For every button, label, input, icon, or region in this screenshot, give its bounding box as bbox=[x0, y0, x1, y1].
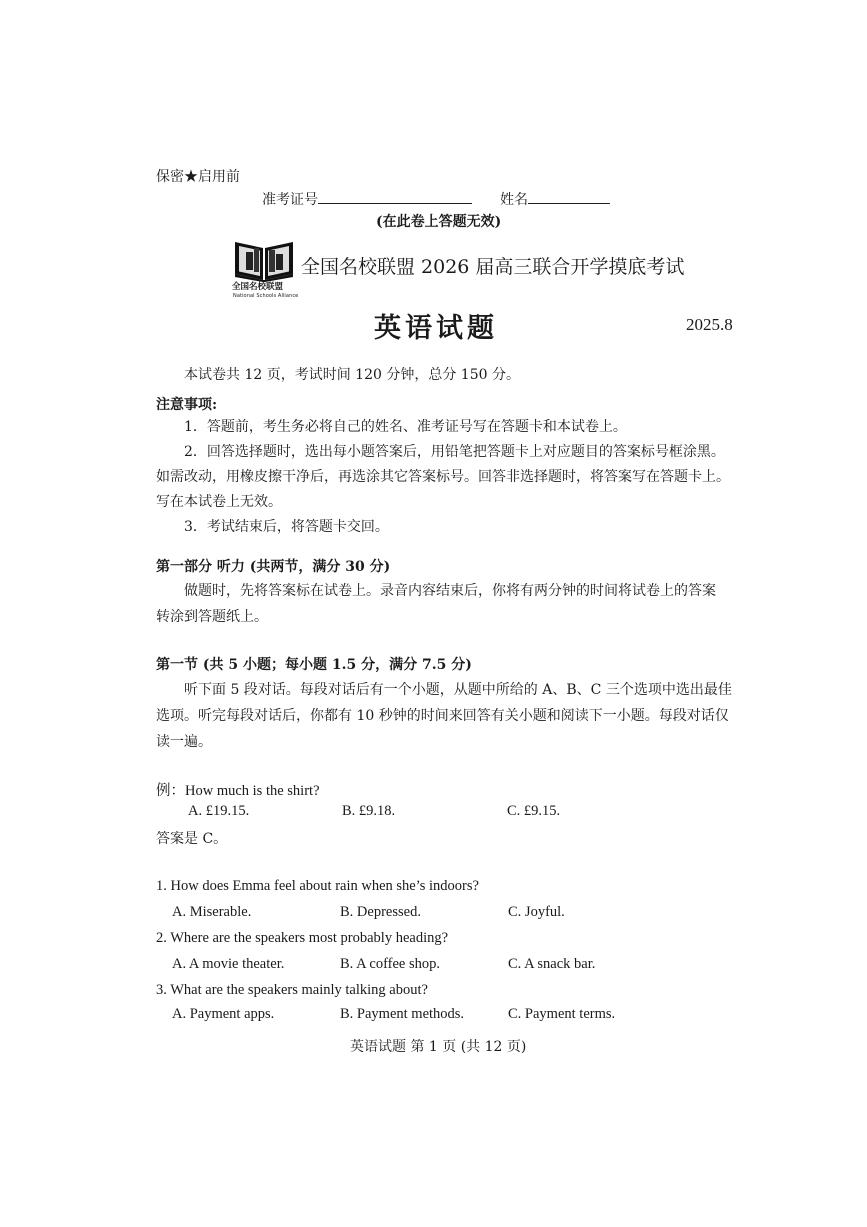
question-2: 2. Where are the speakers most probably heading? bbox=[156, 930, 449, 946]
logo-caption-cn: 全国名校联盟 bbox=[232, 282, 284, 292]
page-footer: 英语试题 第 1 页 (共 12 页) bbox=[350, 1039, 527, 1055]
note-item-2-cont: 如需改动，用橡皮擦干净后，再选涂其它答案标号。回答非选择题时，将答案写在答题卡上。 bbox=[156, 469, 730, 485]
invalid-note: (在此卷上答题无效) bbox=[376, 214, 502, 230]
question-3-option-a: A. Payment apps. bbox=[172, 1006, 275, 1022]
part1-heading: 第一部分 听力 (共两节，满分 30 分) bbox=[156, 559, 391, 575]
exam-id-blank bbox=[318, 189, 472, 204]
section1-heading: 第一节 (共 5 小题；每小题 1.5 分，满分 7.5 分) bbox=[156, 657, 472, 673]
note-item-2-end: 写在本试卷上无效。 bbox=[156, 494, 282, 510]
name-blank bbox=[528, 189, 610, 204]
confidential-label: 保密★启用前 bbox=[156, 169, 240, 185]
example-option-b: B. £9.18. bbox=[342, 803, 396, 819]
section1-instructions: 听下面 5 段对话。每段对话后有一个小题，从题中所给的 A、B、C 三个选项中选出最佳 bbox=[184, 682, 732, 698]
intro-text: 本试卷共 12 页，考试时间 120 分钟，总分 150 分。 bbox=[184, 367, 520, 383]
question-1-option-c: C. Joyful. bbox=[508, 904, 565, 920]
question-2-option-a: A. A movie theater. bbox=[172, 956, 285, 972]
book-icon bbox=[233, 236, 295, 282]
example-option-a: A. £19.15. bbox=[188, 803, 250, 819]
question-3: 3. What are the speakers mainly talking about? bbox=[156, 982, 428, 998]
part1-instructions: 做题时，先将答案标在试卷上。录音内容结束后，你将有两分钟的时间将试卷上的答案 bbox=[184, 583, 716, 599]
page-title: 英语试题 bbox=[374, 313, 498, 344]
section1-instructions-end: 读一遍。 bbox=[156, 734, 212, 750]
note-item-2: 2．回答选择题时，选出每小题答案后，用铅笔把答题卡上对应题目的答案标号框涂黑。 bbox=[184, 444, 725, 460]
note-item-3: 3．考试结束后，将答题卡交回。 bbox=[184, 519, 389, 535]
alliance-exam-title: 全国名校联盟 2026 届高三联合开学摸底考试 bbox=[301, 256, 685, 278]
question-1: 1. How does Emma feel about rain when she’s indoors? bbox=[156, 878, 479, 894]
logo-caption-en: National Schools Alliance bbox=[233, 293, 299, 299]
notes-heading: 注意事项: bbox=[156, 397, 218, 413]
exam-id-row bbox=[262, 189, 472, 209]
exam-id-label: 准考证号 bbox=[262, 192, 318, 208]
question-3-option-c: C. Payment terms. bbox=[508, 1006, 616, 1022]
example-option-c: C. £9.15. bbox=[507, 803, 561, 819]
question-3-option-b: B. Payment methods. bbox=[340, 1006, 465, 1022]
question-2-option-c: C. A snack bar. bbox=[508, 956, 596, 972]
example-answer: 答案是 C。 bbox=[156, 831, 228, 847]
section1-instructions-cont: 选项。听完每段对话后，你都有 10 秒钟的时间来回答有关小题和阅读下一小题。每段对话仅 bbox=[156, 708, 729, 724]
name-row bbox=[500, 189, 610, 209]
name-label: 姓名 bbox=[500, 192, 528, 208]
part1-instructions-cont: 转涂到答题纸上。 bbox=[156, 609, 268, 625]
note-item-1: 1．答题前，考生务必将自己的姓名、准考证号写在答题卡和本试卷上。 bbox=[184, 419, 627, 435]
question-1-option-b: B. Depressed. bbox=[340, 904, 421, 920]
example-question: 例：How much is the shirt? bbox=[156, 783, 320, 799]
question-2-option-b: B. A coffee shop. bbox=[340, 956, 441, 972]
exam-date: 2025.8 bbox=[686, 315, 733, 334]
question-1-option-a: A. Miserable. bbox=[172, 904, 252, 920]
